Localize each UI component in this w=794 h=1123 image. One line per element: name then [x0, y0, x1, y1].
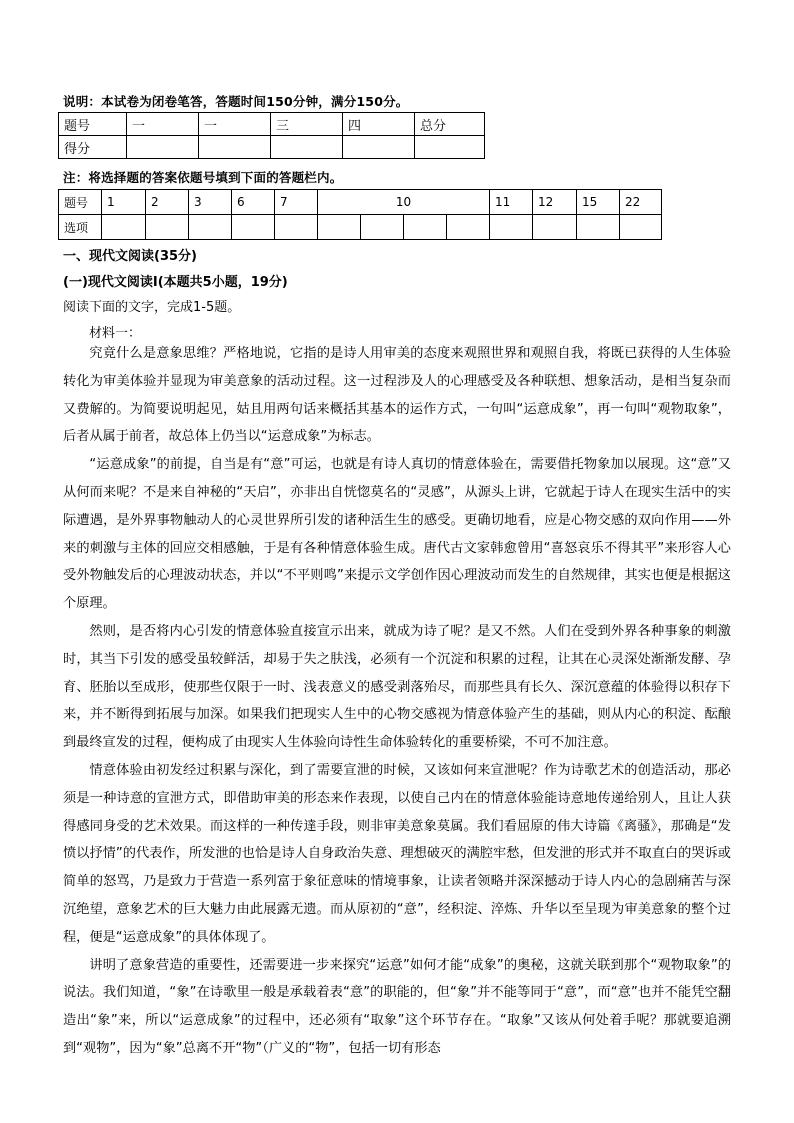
exam-instructions: 说明：本试卷为闭卷笔答，答题时间150分钟，满分150分。 — [63, 94, 409, 109]
score-row-label: 得分 — [59, 136, 127, 159]
answer-cell[interactable] — [404, 215, 447, 240]
answer-cell[interactable] — [447, 215, 490, 240]
score-cell[interactable] — [199, 136, 271, 159]
score-header-cell: 四 — [343, 113, 415, 136]
answer-header-cell: 2 — [146, 190, 189, 215]
answer-cell[interactable] — [146, 215, 189, 240]
passage-body — [63, 340, 731, 1063]
score-cell[interactable] — [127, 136, 199, 159]
score-header-cell: 总分 — [415, 113, 485, 136]
answer-table-option-row — [59, 215, 662, 240]
score-header-cell: 三 — [271, 113, 343, 136]
answer-header-cell: 6 — [232, 190, 275, 215]
answer-note: 注：将选择题的答案依题号填到下面的答题栏内。 — [63, 170, 343, 185]
answer-header-cell: 15 — [577, 190, 620, 215]
score-cell[interactable] — [271, 136, 343, 159]
answer-cell[interactable] — [318, 215, 361, 240]
answer-header-cell: 7 — [275, 190, 318, 215]
answer-table — [58, 189, 662, 240]
score-cell[interactable] — [343, 136, 415, 159]
score-table-score-row — [59, 136, 485, 159]
answer-cell[interactable] — [361, 215, 404, 240]
passage-paragraph: 然则，是否将内心引发的情意体验直接宣示出来，就成为诗了呢？是又不然。人们在受到外界各种事象的刺激时，其当下引发的感受虽较鲜活，却易于失之肤浅，必须有一个沉淀和积累的过程，让其在心灵深处渐渐发酵、孕育、胚胎以至成形，使那些仅限于一时、浅表意义的感受剥落殆尽，而那些具有长久、深沉意蕴的体验得以积存下来，并不断得到拓展与加深。如果我们把现实人生中的心物交感视为情意体验产生的基础，则从内心的积淀、酝酿到最终宣发的过程，便构成了由现实人生体验向诗性生命体验转化的重要桥梁，不可不加注意。 — [63, 623, 731, 751]
answer-cell[interactable] — [490, 215, 533, 240]
subsection-title: (一)现代文阅读Ⅰ(本题共5小题，19分) — [63, 275, 288, 290]
answer-row-label: 选项 — [59, 215, 102, 240]
score-header-cell: 一 — [127, 113, 199, 136]
score-header-cell: 题号 — [59, 113, 127, 136]
answer-cell[interactable] — [620, 215, 662, 240]
answer-cell[interactable] — [577, 215, 620, 240]
score-header-cell: 一 — [199, 113, 271, 136]
answer-cell[interactable] — [232, 215, 275, 240]
passage-paragraph: 讲明了意象营造的重要性，还需要进一步来探究“运意”如何才能“成象”的奥秘，这就关联到那个“观物取象”的说法。我们知道，“象”在诗歌里一般是承载着表“意”的职能的，但“象”并不能等同于“意”，而“意”也并不能凭空翻造出“象”来，所以“运意成象”的过程中，还必须有“取象”这个环节存在。“取象”又该从何处着手呢？那就要追溯到“观物”，因为“象”总离不开“物”（广义的“物”，包括一切有形态 — [63, 957, 731, 1056]
answer-header-cell: 1 — [102, 190, 146, 215]
answer-table-header-row — [59, 190, 662, 215]
answer-cell[interactable] — [189, 215, 232, 240]
passage-paragraph: “运意成象”的前提，自当是有“意”可运，也就是有诗人真切的情意体验在，需要借托物象加以展现。这“意”又从何而来呢？不是来自神秘的“天启”，亦非出自恍惚莫名的“灵感”，从源头上讲，它就起于诗人在现实生活中的实际遭遇，是外界事物触动人的心灵世界所引发的诸种活生生的感受。更确切地看，应是心物交感的双向作用——外来的刺激与主体的回应交相感触，于是有各种情意体验生成。唐代古文家韩愈曾用“喜怒哀乐不得其平”来形容人心受外物触发后的心理波动状态，并以“不平则鸣”来提示文学创作因心理波动而发生的自然规律，其实也便是根据这个原理。 — [63, 457, 731, 612]
passage-paragraph: 究竟什么是意象思维？严格地说，它指的是诗人用审美的态度来观照世界和观照自我，将既已获得的人生体验转化为审美体验并显现为审美意象的活动过程。这一过程涉及人的心理感受及各种联想、想象活动，是相当复杂而又费解的。为简要说明起见，姑且用两句话来概括其基本的运作方式，一句叫“运意成象”，再一句叫“观物取象”，后者从属于前者，故总体上仍当以“运意成象”为标志。 — [63, 346, 731, 445]
answer-header-cell: 3 — [189, 190, 232, 215]
score-cell[interactable] — [415, 136, 485, 159]
answer-cell[interactable] — [102, 215, 146, 240]
answer-cell[interactable] — [275, 215, 318, 240]
reading-prompt: 阅读下面的文字，完成1-5题。 — [63, 300, 241, 315]
answer-header-cell: 题号 — [59, 190, 102, 215]
section-title: 一、现代文阅读(35分) — [63, 249, 197, 264]
answer-header-cell: 12 — [533, 190, 577, 215]
material-label: 材料一： — [89, 326, 142, 341]
score-table — [58, 112, 485, 159]
answer-header-cell: 11 — [490, 190, 533, 215]
answer-header-cell: 10 — [318, 190, 490, 215]
answer-header-cell: 22 — [620, 190, 662, 215]
score-table-header-row — [59, 113, 485, 136]
passage-paragraph: 情意体验由初发经过积累与深化，到了需要宣泄的时候，又该如何来宣泄呢？作为诗歌艺术的创造活动，那必须是一种诗意的宣泄方式，即借助审美的形态来作表现，以使自己内在的情意体验能诗意地传递给别人，且让人获得感同身受的艺术效果。而这样的一种传達手段，则非审美意象莫属。我们看屈原的伟大诗篇《离骚》，那确是“发愤以抒情”的代表作，所发泄的也恰是诗人自身政治失意、理想破灭的满腔牢愁，但发泄的形式并不取直白的哭诉或简单的怒骂，乃是致力于营造一系列富于象征意味的情境事象，让读者领略并深深撼动于诗人内心的急剧痛苦与深沉绝望，意象艺术的巨大魅力由此展露无遗。而从原初的“意”，经积淀、淬炼、升华以至呈现为审美意象的整个过程，便是“运意成象”的具体体现了。 — [63, 762, 731, 945]
answer-cell[interactable] — [533, 215, 577, 240]
